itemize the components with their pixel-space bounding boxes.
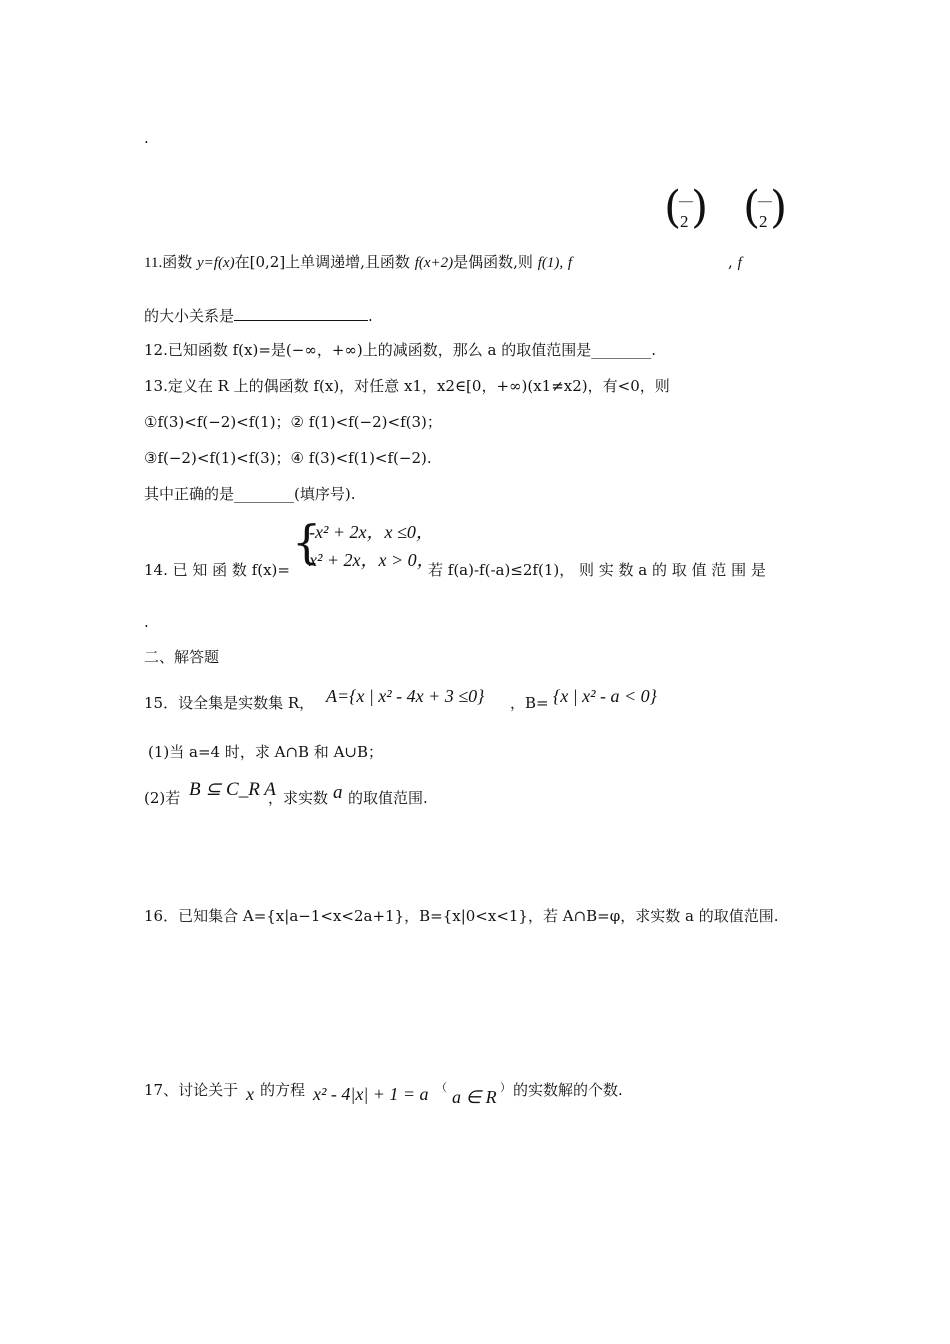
fraction-bar: — — [758, 194, 772, 209]
q15-part2-c: 的取值范围. — [348, 789, 428, 807]
q11-line2-end: . — [368, 307, 373, 325]
q15-part2-a: (2)若 — [144, 789, 181, 807]
q11-line2 — [144, 304, 373, 326]
q14-case2: x² + 2x，x > 0， — [309, 550, 435, 570]
q15-part1: (1)当 a=4 时，求 A∩B 和 A∪B； — [148, 743, 383, 761]
q15-part2-var: a — [333, 782, 343, 803]
fraction-bar: — — [679, 194, 693, 209]
right-paren-icon: ) — [770, 182, 788, 233]
q15-setA: A={x | x² - 4x + 3 ≤0} — [326, 686, 485, 706]
q13-line1: 13.定义在 R 上的偶函数 f(x)，对任意 x1，x2∈[0，+∞)(x1≠x2)，有<0，则 — [144, 377, 670, 395]
q15-part2-math: B ⊆ C_R A — [189, 779, 276, 800]
piecewise-brace-icon: { — [292, 515, 322, 569]
q15-part2 — [144, 788, 180, 808]
q17-lead: 17、讨论关于 — [144, 1081, 239, 1099]
q15-setB: {x | x² - a < 0} — [553, 686, 657, 706]
q13-line2: ①f(3)<f(−2)<f(1)；② f(1)<f(−2)<f(3)； — [144, 413, 442, 431]
q11-tail — [728, 252, 742, 273]
q14-case1: -x² + 2x，x ≤0， — [309, 522, 434, 542]
q17-paren-open: （ — [436, 1081, 447, 1094]
left-paren-icon: ( — [664, 182, 682, 233]
q13-line4: 其中正确的是________(填序号). — [144, 485, 356, 503]
q11-text-c: 是偶函数,则 — [453, 253, 533, 271]
left-paren-icon: ( — [743, 182, 761, 233]
stray-dot: . — [144, 129, 149, 147]
q11-f-b: f — [737, 255, 742, 271]
q14-end: . — [144, 613, 149, 631]
q11-text-b: 在[0,2]上单调递增,且函数 — [234, 253, 410, 271]
q15-lead: 15．设全集是实数集 R， — [144, 694, 315, 712]
q17-tail: 的实数解的个数. — [513, 1081, 623, 1099]
q11-line2-text: 的大小关系是 — [144, 307, 235, 325]
q11-f1: f(1), — [537, 255, 564, 271]
q15-mid: ，B= — [510, 694, 549, 712]
q11-f-a: f — [567, 255, 573, 271]
q17-paren-close: ） — [500, 1081, 511, 1094]
q13-line3: ③f(−2)<f(1)<f(3)；④ f(3)<f(1)<f(−2). — [144, 449, 432, 467]
q12-text: 12.已知函数 f(x)=是(−∞，+∞)上的减函数，那么 a 的取值范围是________. — [144, 341, 656, 359]
q14-lead: 14. 已 知 函 数 f(x)= — [144, 561, 290, 579]
q17-mid: 的方程 — [260, 1081, 306, 1099]
q15-part2-b: ，求实数 — [268, 789, 329, 807]
q11-text-a: 函数 — [162, 253, 193, 271]
q11-fx: y=f(x) — [197, 255, 235, 271]
q11-line1 — [144, 252, 572, 273]
q17-equation: x² - 4|x| + 1 = a — [313, 1084, 429, 1104]
q14-tail: 若 f(a)-f(-a)≤2f(1)， 则 实 数 a 的 取 值 范 围 是 — [428, 561, 766, 579]
q11-number: 11. — [144, 255, 163, 271]
section-heading: 二、解答题 — [144, 648, 220, 666]
q17-var: x — [246, 1084, 254, 1104]
answer-blank — [234, 304, 368, 321]
fraction-denominator: 2 — [759, 212, 768, 231]
q11-comma: , — [728, 253, 733, 271]
fraction-denominator: 2 — [680, 212, 689, 231]
q11-fx2: f(x+2) — [414, 255, 454, 271]
q16-text: 16．已知集合 A={x|a−1<x<2a+1}，B={x|0<x<1}，若 A∩B=φ，求实数 a 的取值范围. — [144, 907, 779, 925]
right-paren-icon: ) — [691, 182, 709, 233]
q17-condition: a ∈ R — [452, 1087, 497, 1107]
